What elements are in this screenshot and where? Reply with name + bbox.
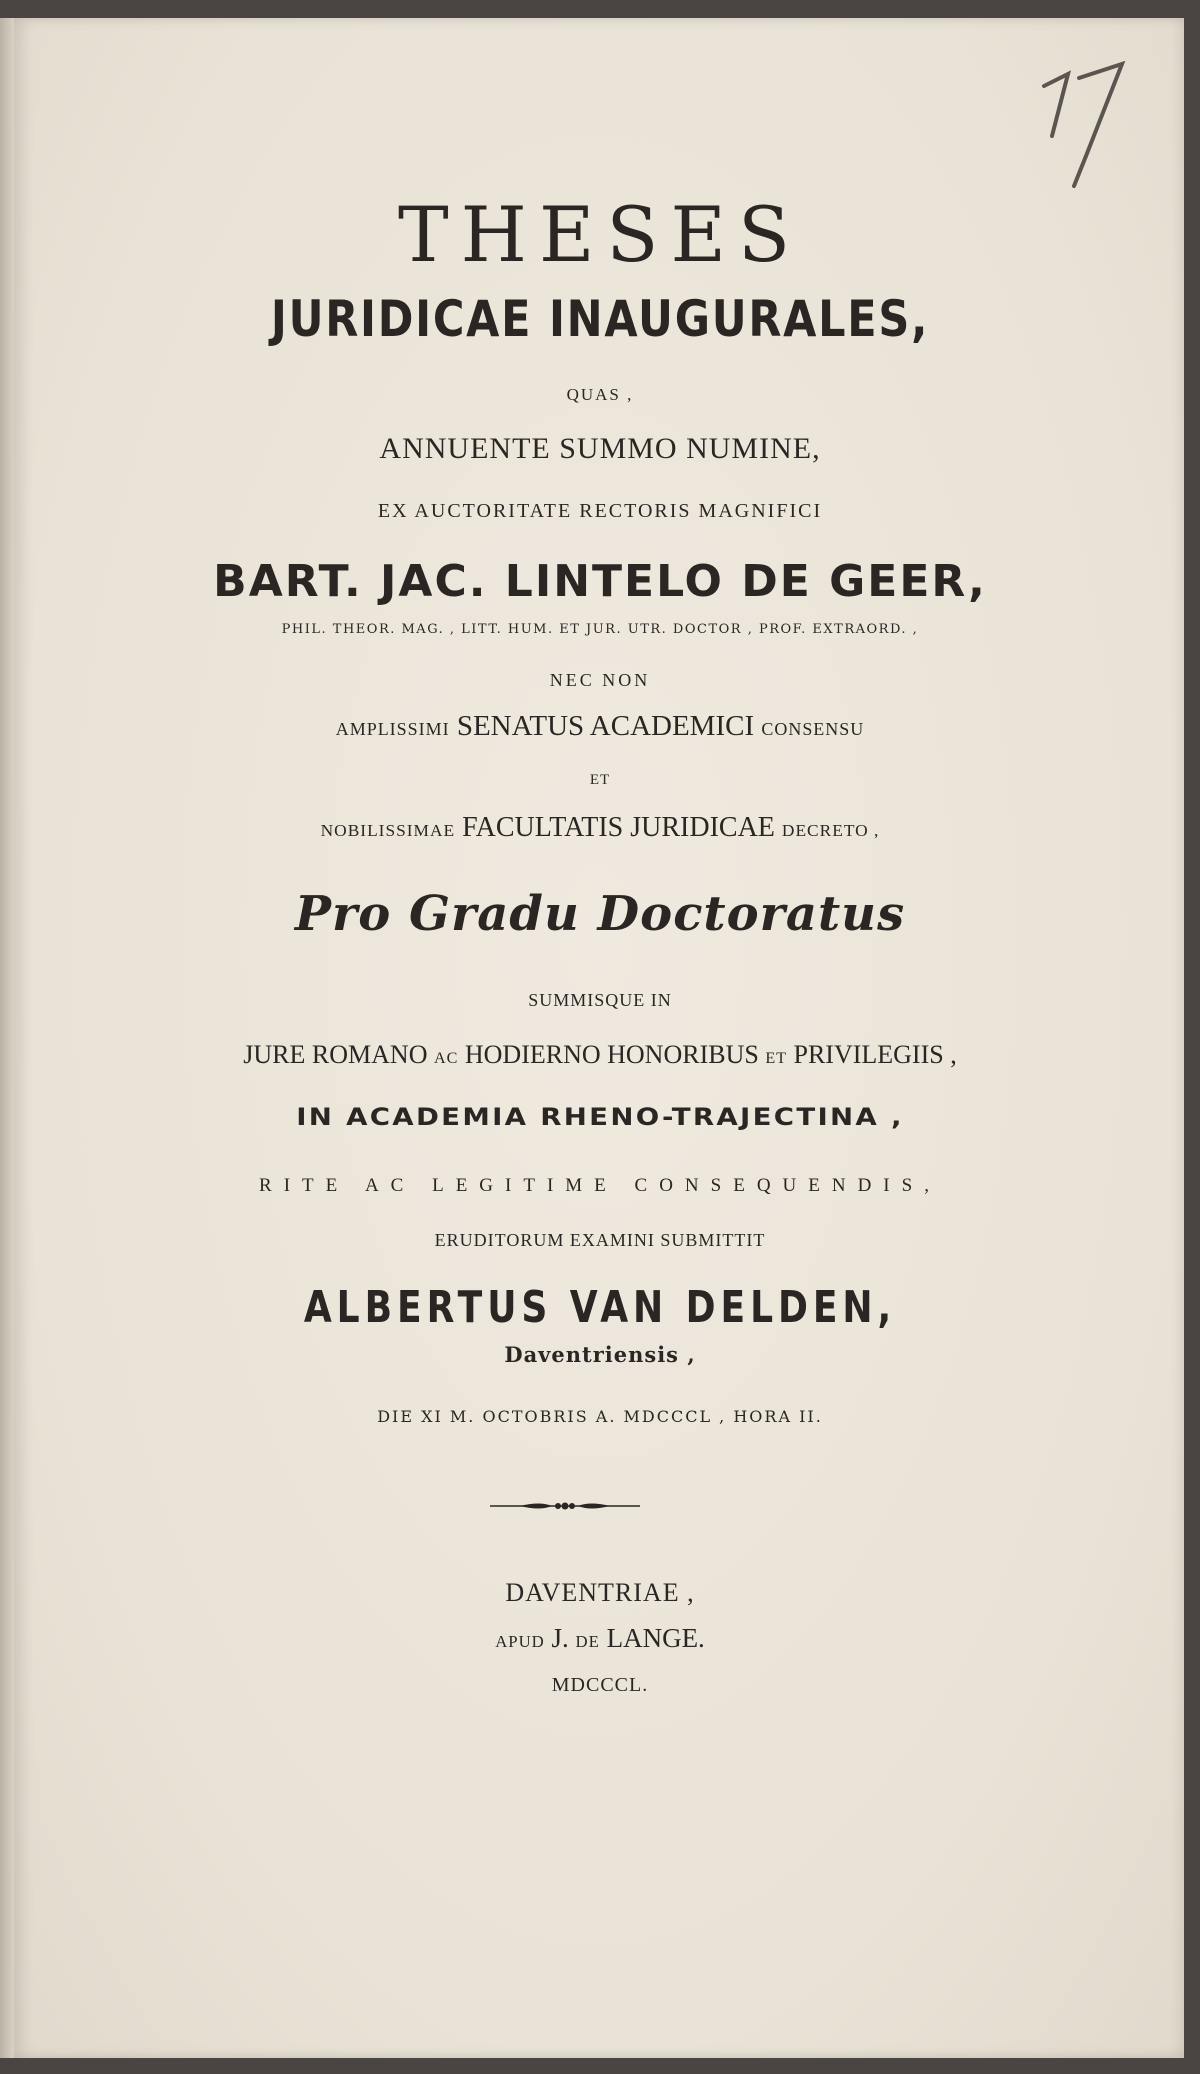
subtitle-juridicae-inaugurales: JURIDICAE INAUGURALES, [270,290,930,348]
annuente-line: ANNUENTE SUMMO NUMINE, [379,432,821,465]
imprint-year: MDCCCL. [551,1674,649,1696]
author-name: ALBERTUS VAN DELDEN, [303,1282,897,1333]
jure-line [0,1040,1200,1070]
facultatis-main: FACULTATIS JURIDICAE [462,812,775,843]
ornament-divider [490,1498,640,1514]
senatus-line [0,710,1200,743]
facultatis-line [0,812,1200,844]
academia-line: IN ACADEMIA RHENO-TRAJECTINA , [296,1103,904,1131]
rector-name: BART. JAC. LINTELO DE GEER, [213,556,987,607]
rite-line: RITE AC LEGITIME CONSEQUENDIS, [259,1175,941,1196]
imprint-de: DE [575,1632,600,1651]
senatus-main: SENATUS ACADEMICI [456,710,755,742]
title-theses: THESES [397,190,803,279]
imprint-lange: LANGE. [606,1623,705,1653]
senatus-post: CONSENSU [761,719,865,739]
jure-part2: HODIERNO HONORIBUS [464,1040,759,1069]
imprint-j: J. [551,1623,569,1653]
imprint-printer [0,1623,1200,1654]
summisque-line: SUMMISQUE IN [528,990,672,1010]
jure-part1: JURE ROMANO [243,1040,428,1069]
ex-auctoritate-line: EX AUCTORITATE RECTORIS MAGNIFICI [377,500,823,522]
eruditorum-line: ERUDITORUM EXAMINI SUBMITTIT [434,1230,766,1250]
nec-non-line: NEC NON [549,670,651,690]
rector-degrees: PHIL. THEOR. MAG. , LITT. HUM. ET JUR. UTR. DOCTOR , PROF. EXTRAORD. , [281,622,919,637]
quas-line: QUAS , [566,385,634,404]
facultatis-pre: NOBILISSIMAE [320,821,456,840]
imprint-apud: APUD [495,1632,545,1651]
defense-date: DIE XI M. OCTOBRIS A. MDCCCL , HORA II. [377,1407,823,1426]
handwritten-folio-number [1024,56,1144,196]
jure-part3: PRIVILEGIIS , [793,1040,957,1069]
author-origin: Daventriensis , [504,1342,696,1367]
jure-et: ET [765,1050,787,1067]
jure-ac: AC [433,1050,459,1067]
et-line: ET [589,772,611,788]
facultatis-post: DECRETO , [781,821,880,840]
imprint-city: DAVENTRIAE , [505,1578,695,1607]
senatus-pre: AMPLISSIMI [335,719,450,739]
pro-gradu-doctoratus: Pro Gradu Doctoratus [294,886,906,942]
